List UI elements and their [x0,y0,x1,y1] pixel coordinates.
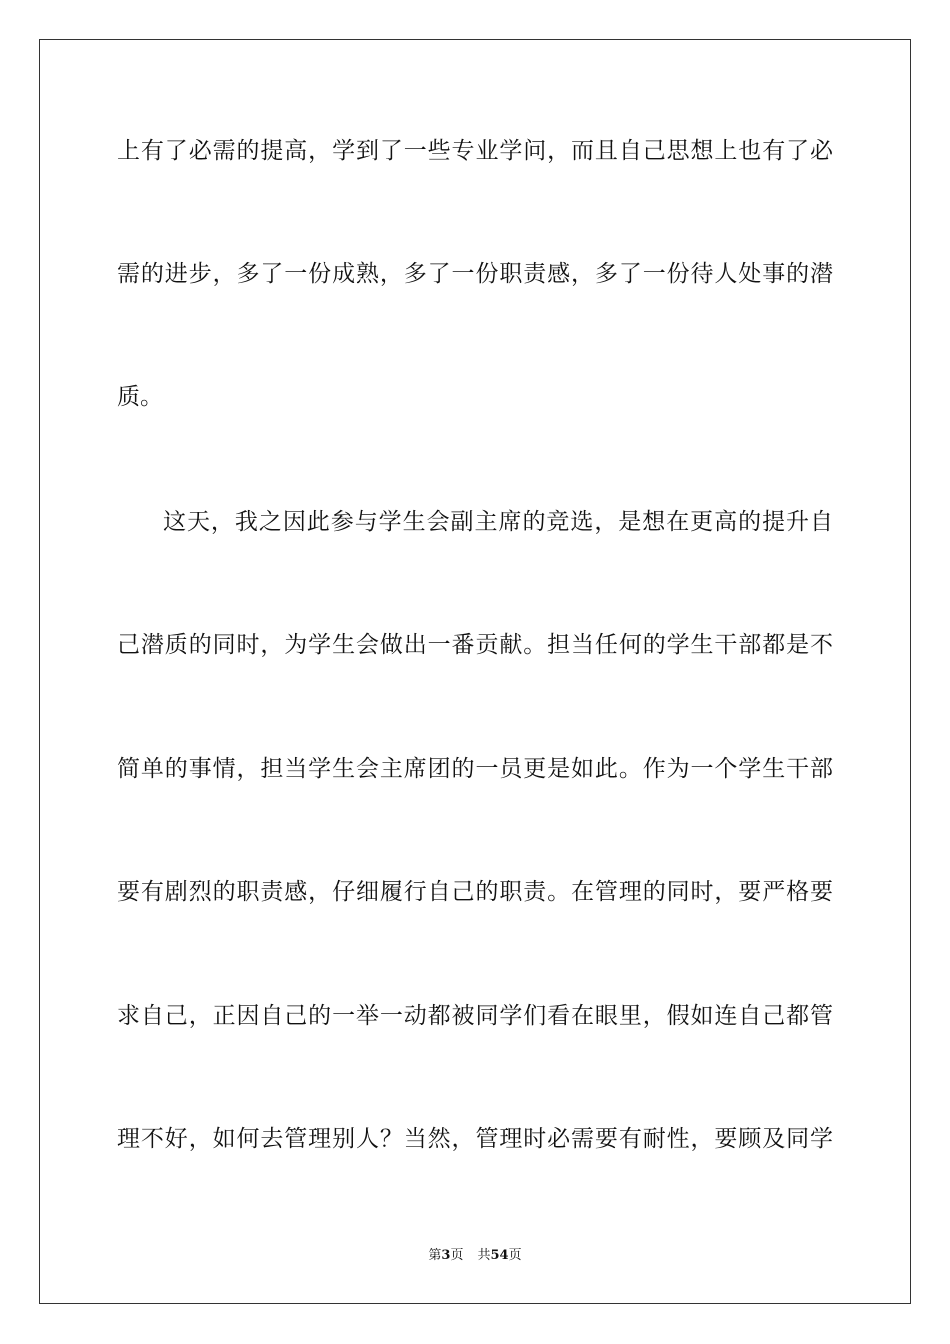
total-suffix: 页 [508,1248,522,1263]
text-line-4: 这天，我之因此参与学生会副主席的竞选，是想在更高的提升自 [163,509,833,535]
page-footer [0,1244,950,1263]
text-line-8: 求自己，正因自己的一举一动都被同学们看在眼里，假如连自己都管 [117,1003,833,1029]
page-prefix: 第 [428,1248,442,1263]
page-number: 3 [441,1248,451,1263]
text-line-9: 理不好，如何去管理别人？当然，管理时必需要有耐性，要顾及同学 [117,1126,833,1152]
text-line-6: 简单的事情，担当学生会主席团的一员更是如此。作为一个学生干部 [117,756,833,782]
text-line-5: 己潜质的同时，为学生会做出一番贡献。担当任何的学生干部都是不 [117,632,833,658]
page-suffix: 页 [450,1248,464,1263]
text-line-1: 上有了必需的提高，学到了一些专业学问，而且自己思想上也有了必 [117,138,833,164]
text-line-7: 要有剧烈的职责感，仔细履行自己的职责。在管理的同时，要严格要 [117,879,833,905]
total-prefix: 共 [477,1248,491,1263]
text-line-3: 质。 [117,384,163,410]
text-line-2: 需的进步，多了一份成熟，多了一份职责感，多了一份待人处事的潜 [117,261,833,287]
page-border [39,39,911,1304]
total-pages: 54 [490,1248,509,1263]
